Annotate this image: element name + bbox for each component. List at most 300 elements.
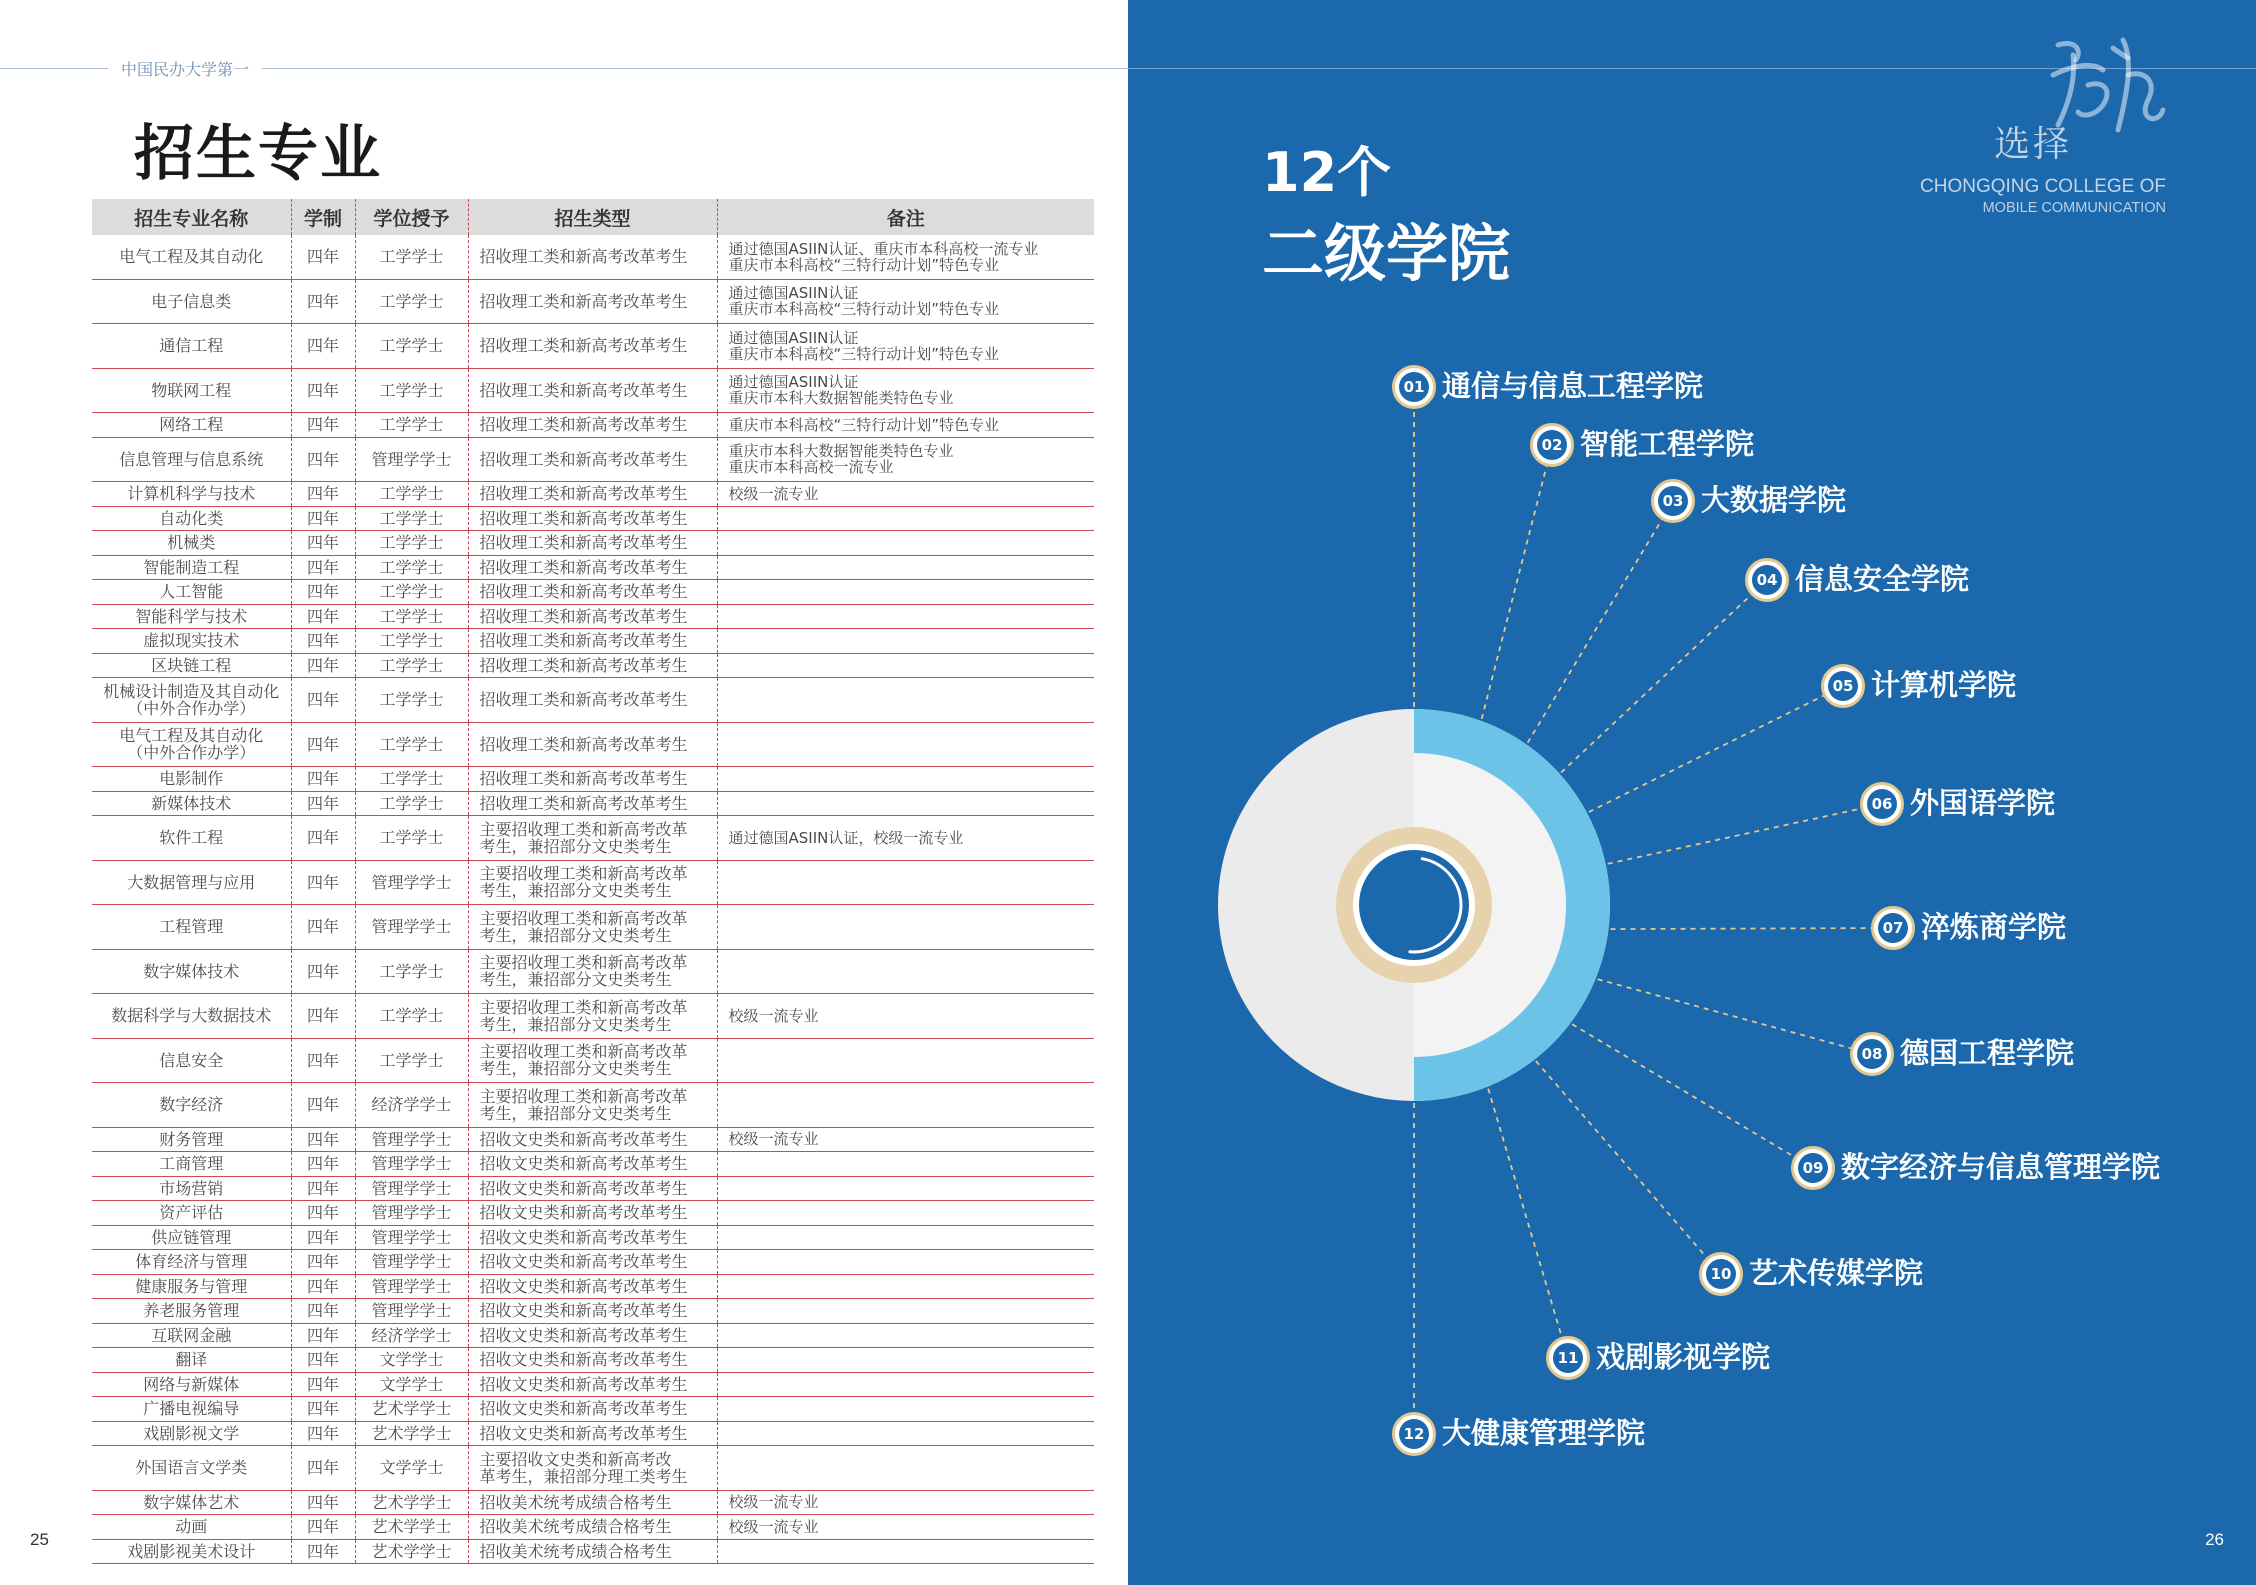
degree-text: 经济学学士 <box>371 1095 452 1115</box>
college-number-badge <box>1699 1252 1743 1296</box>
admission-type-cell <box>468 235 717 279</box>
notes-cell <box>717 1225 1094 1250</box>
admission-type-cell <box>468 1397 717 1422</box>
table-row <box>92 1372 1094 1397</box>
spoke-line <box>1598 979 1872 1054</box>
degree-cell <box>355 1515 468 1540</box>
table-row <box>92 767 1094 792</box>
notes-cell <box>717 1176 1094 1201</box>
major-name-line: 体育经济与管理 <box>135 1252 248 1272</box>
major-name-line: 电子信息类 <box>151 291 232 311</box>
admission-type-cell <box>468 1274 717 1299</box>
major-name-cell <box>92 1250 291 1275</box>
major-name-line: 大数据管理与应用 <box>127 872 256 892</box>
duration-text: 四年 <box>306 769 339 789</box>
degree-cell <box>355 816 468 861</box>
column-header-duration: 学制 <box>291 199 355 235</box>
degree-cell <box>355 1274 468 1299</box>
duration-cell <box>291 1274 355 1299</box>
degree-cell <box>355 1250 468 1275</box>
admission-type-line: 招收理工类和新高考改革考生 <box>479 793 688 813</box>
notes-cell <box>717 1201 1094 1226</box>
major-name-line: 区块链工程 <box>151 655 232 675</box>
duration-cell <box>291 1539 355 1564</box>
notes-cell <box>717 1152 1094 1177</box>
major-name-line: 软件工程 <box>159 828 224 848</box>
major-name-line: 工程管理 <box>159 917 224 937</box>
college-number: 07 <box>1878 913 1908 943</box>
degree-text: 管理学学士 <box>371 872 452 892</box>
header-rule <box>0 68 108 69</box>
major-name-line: 电气工程及其自动化 <box>119 247 264 267</box>
notes-cell <box>717 860 1094 905</box>
degree-text: 经济学学士 <box>371 1325 452 1345</box>
major-name-cell <box>92 279 291 324</box>
major-name-line: 新媒体技术 <box>151 793 232 813</box>
college-number: 04 <box>1752 565 1782 595</box>
major-name-cell <box>92 368 291 413</box>
column-header-admission-type: 招生类型 <box>468 199 717 235</box>
duration-text: 四年 <box>306 336 339 356</box>
major-name-line: 电影制作 <box>159 769 224 789</box>
degree-text: 文学学士 <box>379 1350 444 1370</box>
degree-text: 工学学士 <box>379 336 444 356</box>
degree-text: 工学学士 <box>379 631 444 651</box>
degree-cell <box>355 1127 468 1152</box>
admission-type-line: 招收理工类和新高考改革考生 <box>479 690 688 710</box>
duration-text: 四年 <box>306 1154 339 1174</box>
notes-cell <box>717 555 1094 580</box>
duration-cell <box>291 506 355 531</box>
table-row <box>92 413 1094 438</box>
duration-text: 四年 <box>306 793 339 813</box>
major-name-line: 计算机科学与技术 <box>127 484 256 504</box>
major-name-cell <box>92 678 291 723</box>
major-name-line: 互联网金融 <box>151 1325 232 1345</box>
notes-cell <box>717 1515 1094 1540</box>
duration-text: 四年 <box>306 508 339 528</box>
degree-cell <box>355 1201 468 1226</box>
admission-type-cell <box>468 1201 717 1226</box>
degree-text: 工学学士 <box>379 415 444 435</box>
admission-type-line: 招收文史类和新高考改革考生 <box>479 1350 688 1370</box>
notes-cell <box>717 791 1094 816</box>
admission-type-line: 招收理工类和新高考改革考生 <box>479 557 688 577</box>
major-name-cell <box>92 531 291 556</box>
degree-cell <box>355 1323 468 1348</box>
degree-text: 工学学士 <box>379 655 444 675</box>
duration-cell <box>291 1038 355 1083</box>
section-heading: 二级学院 <box>1262 217 1511 290</box>
major-name-line: 翻译 <box>175 1350 208 1370</box>
duration-text: 四年 <box>306 917 339 937</box>
table-row <box>92 1539 1094 1564</box>
admission-type-line: 招收理工类和新高考改革考生 <box>479 508 688 528</box>
duration-cell <box>291 1299 355 1324</box>
degree-cell <box>355 324 468 369</box>
table-row <box>92 791 1094 816</box>
college-number: 11 <box>1553 1343 1583 1373</box>
major-name-line: 财务管理 <box>159 1129 224 1149</box>
degree-cell <box>355 1299 468 1324</box>
duration-cell <box>291 1152 355 1177</box>
college-name: 计算机学院 <box>1871 668 2017 702</box>
degree-text: 管理学学士 <box>371 1129 452 1149</box>
degree-cell <box>355 482 468 507</box>
duration-cell <box>291 1397 355 1422</box>
admission-type-cell <box>468 905 717 950</box>
admission-type-line: 招收文史类和新高考改革考生 <box>479 1423 688 1443</box>
degree-cell <box>355 1083 468 1128</box>
admission-type-line: 招收文史类和新高考改革考生 <box>479 1154 688 1174</box>
spoke-line <box>1561 580 1767 773</box>
table-header-row <box>92 199 1094 235</box>
major-name-cell <box>92 1225 291 1250</box>
notes-cell <box>717 816 1094 861</box>
major-name-line: 养老服务管理 <box>143 1301 240 1321</box>
admission-type-cell <box>468 653 717 678</box>
spoke-line <box>1608 804 1882 864</box>
duration-cell <box>291 368 355 413</box>
major-name-line: 戏剧影视文学 <box>143 1423 240 1443</box>
college-count: 12个 <box>1262 141 1392 204</box>
table-row <box>92 994 1094 1039</box>
admission-type-line: 招收理工类和新高考改革考生 <box>479 734 688 754</box>
college-name: 外国语学院 <box>1910 786 2056 820</box>
spoke-line <box>1536 1061 1721 1274</box>
duration-cell <box>291 905 355 950</box>
notes-cell <box>717 1397 1094 1422</box>
major-name-cell <box>92 905 291 950</box>
admission-type-cell <box>468 1490 717 1515</box>
admission-type-cell <box>468 506 717 531</box>
table-row <box>92 482 1094 507</box>
notes-line: 校级一流专业 <box>728 1493 819 1512</box>
admission-type-cell <box>468 860 717 905</box>
table-row <box>92 1127 1094 1152</box>
duration-text: 四年 <box>306 1129 339 1149</box>
degree-text: 工学学士 <box>379 793 444 813</box>
major-name-line: （中外合作办学） <box>127 743 256 763</box>
degree-text: 工学学士 <box>379 690 444 710</box>
notes-line: 校级一流专业 <box>728 1130 819 1149</box>
table-row <box>92 905 1094 950</box>
major-name-line: 自动化类 <box>159 508 224 528</box>
major-name-line: 智能制造工程 <box>143 557 240 577</box>
college-number: 12 <box>1399 1419 1429 1449</box>
admission-type-cell <box>468 368 717 413</box>
notes-cell <box>717 604 1094 629</box>
admission-type-line: 招收美术统考成绩合格考生 <box>479 1492 672 1512</box>
major-name-line: 戏剧影视美术设计 <box>127 1541 256 1561</box>
degree-cell <box>355 368 468 413</box>
degree-cell <box>355 1397 468 1422</box>
college-name: 智能工程学院 <box>1580 427 1755 461</box>
college-number-badge <box>1546 1336 1590 1380</box>
major-name-cell <box>92 860 291 905</box>
table-row <box>92 1397 1094 1422</box>
admission-type-cell <box>468 604 717 629</box>
notes-line: 通过德国ASIIN认证 <box>728 328 859 347</box>
duration-text: 四年 <box>306 1006 339 1026</box>
duration-cell <box>291 580 355 605</box>
college-number-badge <box>1392 365 1436 409</box>
degree-text: 工学学士 <box>379 734 444 754</box>
major-name-cell <box>92 555 291 580</box>
table-row <box>92 1176 1094 1201</box>
major-name-line: 人工智能 <box>159 582 224 602</box>
admission-type-cell <box>468 678 717 723</box>
admission-type-line: 招收文史类和新高考改革考生 <box>479 1276 688 1296</box>
admission-type-line: 招收理工类和新高考改革考生 <box>479 415 688 435</box>
admission-type-line: 招收理工类和新高考改革考生 <box>479 449 688 469</box>
duration-text: 四年 <box>306 380 339 400</box>
admission-type-line: 招收理工类和新高考改革考生 <box>479 631 688 651</box>
duration-cell <box>291 1201 355 1226</box>
admission-type-line: 考生，兼招部分文史类考生 <box>479 1014 672 1034</box>
notes-line: 重庆市本科高校“三特行动计划”特色专业 <box>728 415 1000 434</box>
degree-text: 工学学士 <box>379 582 444 602</box>
admission-type-line: 主要招收理工类和新高考改革 <box>479 864 688 884</box>
duration-text: 四年 <box>306 1178 339 1198</box>
major-name-line: 市场营销 <box>159 1178 224 1198</box>
college-number-badge <box>1871 906 1915 950</box>
major-name-cell <box>92 437 291 482</box>
admission-type-line: 革考生，兼招部分理工类考生 <box>479 1466 688 1486</box>
notes-cell <box>717 905 1094 950</box>
admission-type-line: 招收理工类和新高考改革考生 <box>479 769 688 789</box>
major-name-cell <box>92 235 291 279</box>
duration-text: 四年 <box>306 655 339 675</box>
notes-cell <box>717 368 1094 413</box>
notes-cell <box>717 653 1094 678</box>
major-name-cell <box>92 1421 291 1446</box>
duration-text: 四年 <box>306 1541 339 1561</box>
admission-type-cell <box>468 1372 717 1397</box>
degree-cell <box>355 1152 468 1177</box>
admission-type-line: 招收理工类和新高考改革考生 <box>479 655 688 675</box>
table-row <box>92 1446 1094 1491</box>
degree-text: 管理学学士 <box>371 1154 452 1174</box>
table-row <box>92 1421 1094 1446</box>
logo-english-line-1: CHONGQING COLLEGE OF <box>1920 176 2166 197</box>
duration-cell <box>291 629 355 654</box>
degree-cell <box>355 437 468 482</box>
admission-type-cell <box>468 580 717 605</box>
major-name-line: 数字媒体艺术 <box>143 1492 240 1512</box>
degree-text: 文学学士 <box>379 1374 444 1394</box>
degree-cell <box>355 1348 468 1373</box>
admission-type-line: 招收文史类和新高考改革考生 <box>479 1252 688 1272</box>
notes-line: 重庆市本科高校“三特行动计划”特色专业 <box>728 255 1000 274</box>
table-row <box>92 860 1094 905</box>
logo-slogan: 选择 <box>1994 124 2073 165</box>
table-row <box>92 722 1094 767</box>
major-name-cell <box>92 1490 291 1515</box>
notes-line: 校级一流专业 <box>728 484 819 503</box>
admission-type-cell <box>468 1152 717 1177</box>
duration-cell <box>291 767 355 792</box>
duration-text: 四年 <box>306 734 339 754</box>
major-name-cell <box>92 1274 291 1299</box>
admission-type-line: 招收理工类和新高考改革考生 <box>479 380 688 400</box>
major-name-line: 通信工程 <box>159 336 224 356</box>
duration-text: 四年 <box>306 1252 339 1272</box>
duration-text: 四年 <box>306 828 339 848</box>
admission-type-line: 主要招收理工类和新高考改革 <box>479 953 688 973</box>
duration-text: 四年 <box>306 961 339 981</box>
duration-text: 四年 <box>306 690 339 710</box>
admission-type-line: 考生，兼招部分文史类考生 <box>479 925 672 945</box>
degree-cell <box>355 767 468 792</box>
major-name-cell <box>92 482 291 507</box>
notes-line: 通过德国ASIIN认证 <box>728 373 859 392</box>
notes-line: 校级一流专业 <box>728 1517 819 1536</box>
degree-cell <box>355 653 468 678</box>
college-name: 淬炼商学院 <box>1921 910 2067 944</box>
notes-cell <box>717 1038 1094 1083</box>
major-name-cell <box>92 629 291 654</box>
duration-text: 四年 <box>306 1423 339 1443</box>
degree-text: 管理学学士 <box>371 1178 452 1198</box>
degree-cell <box>355 506 468 531</box>
table-row <box>92 1348 1094 1373</box>
duration-cell <box>291 1446 355 1491</box>
spoke-line <box>1482 445 1552 719</box>
major-name-cell <box>92 1397 291 1422</box>
hub-circle <box>1218 709 1610 1101</box>
notes-cell <box>717 1421 1094 1446</box>
degree-cell <box>355 279 468 324</box>
duration-text: 四年 <box>306 415 339 435</box>
major-name-cell <box>92 949 291 994</box>
admission-type-cell <box>468 629 717 654</box>
major-name-line: 供应链管理 <box>151 1227 232 1247</box>
table-row <box>92 678 1094 723</box>
duration-cell <box>291 413 355 438</box>
degree-cell <box>355 1038 468 1083</box>
duration-text: 四年 <box>306 872 339 892</box>
major-name-cell <box>92 1446 291 1491</box>
degree-text: 管理学学士 <box>371 1301 452 1321</box>
major-name-cell <box>92 413 291 438</box>
notes-cell <box>717 279 1094 324</box>
degree-text: 艺术学学士 <box>371 1399 452 1419</box>
table-row <box>92 1490 1094 1515</box>
table-row <box>92 604 1094 629</box>
degree-text: 管理学学士 <box>371 917 452 937</box>
duration-text: 四年 <box>306 1374 339 1394</box>
college-number-badge <box>1860 782 1904 826</box>
duration-cell <box>291 1421 355 1446</box>
degree-text: 管理学学士 <box>371 1227 452 1247</box>
major-name-cell <box>92 1299 291 1324</box>
college-name: 大健康管理学院 <box>1442 1416 1646 1450</box>
degree-cell <box>355 1421 468 1446</box>
admission-type-line: 主要招收理工类和新高考改革 <box>479 1042 688 1062</box>
duration-text: 四年 <box>306 1050 339 1070</box>
admission-type-line: 考生，兼招部分文史类考生 <box>479 1059 672 1079</box>
admission-type-cell <box>468 1348 717 1373</box>
duration-text: 四年 <box>306 291 339 311</box>
duration-cell <box>291 482 355 507</box>
page-title: 招生专业 <box>134 119 382 189</box>
notes-cell <box>717 767 1094 792</box>
admission-type-cell <box>468 949 717 994</box>
major-name-cell <box>92 653 291 678</box>
major-name-line: 网络工程 <box>159 415 224 435</box>
admission-type-line: 招收理工类和新高考改革考生 <box>479 247 688 267</box>
major-name-cell <box>92 604 291 629</box>
admission-type-cell <box>468 1038 717 1083</box>
duration-text: 四年 <box>306 1227 339 1247</box>
admission-type-cell <box>468 1176 717 1201</box>
degree-cell <box>355 629 468 654</box>
admission-type-line: 招收理工类和新高考改革考生 <box>479 336 688 356</box>
duration-cell <box>291 437 355 482</box>
table-row <box>92 1038 1094 1083</box>
admission-type-line: 招收美术统考成绩合格考生 <box>479 1517 672 1537</box>
admission-type-cell <box>468 437 717 482</box>
major-name-cell <box>92 1515 291 1540</box>
duration-cell <box>291 994 355 1039</box>
degree-text: 管理学学士 <box>371 449 452 469</box>
major-name-line: 数字经济 <box>159 1095 224 1115</box>
major-name-cell <box>92 1127 291 1152</box>
degree-cell <box>355 678 468 723</box>
degree-text: 艺术学学士 <box>371 1423 452 1443</box>
degree-text: 工学学士 <box>379 1006 444 1026</box>
header-rule <box>262 68 1128 69</box>
notes-line: 重庆市本科高校一流专业 <box>728 458 894 477</box>
duration-cell <box>291 324 355 369</box>
college-number-badge <box>1392 1412 1436 1456</box>
duration-cell <box>291 555 355 580</box>
notes-line: 重庆市本科大数据智能类特色专业 <box>728 442 954 461</box>
major-name-line: 健康服务与管理 <box>135 1276 248 1296</box>
table-row <box>92 1201 1094 1226</box>
admission-type-line: 主要招收文史类和新高考改 <box>479 1449 672 1469</box>
major-name-cell <box>92 1152 291 1177</box>
major-name-cell <box>92 767 291 792</box>
admission-type-cell <box>468 994 717 1039</box>
spoke-line <box>1528 501 1673 743</box>
duration-text: 四年 <box>306 449 339 469</box>
duration-cell <box>291 279 355 324</box>
table-body <box>92 235 1094 1564</box>
degree-text: 工学学士 <box>379 533 444 553</box>
degree-cell <box>355 235 468 279</box>
major-name-cell <box>92 1083 291 1128</box>
degree-cell <box>355 1539 468 1564</box>
duration-text: 四年 <box>306 1350 339 1370</box>
duration-text: 四年 <box>306 1301 339 1321</box>
college-number: 09 <box>1798 1153 1828 1183</box>
notes-cell <box>717 949 1094 994</box>
table-row <box>92 279 1094 324</box>
degree-text: 艺术学学士 <box>371 1517 452 1537</box>
duration-text: 四年 <box>306 1399 339 1419</box>
duration-text: 四年 <box>306 247 339 267</box>
table-row <box>92 629 1094 654</box>
college-name: 德国工程学院 <box>1900 1036 2075 1070</box>
notes-cell <box>717 235 1094 279</box>
table-row <box>92 324 1094 369</box>
degree-text: 工学学士 <box>379 484 444 504</box>
duration-cell <box>291 860 355 905</box>
admission-type-cell <box>468 1127 717 1152</box>
degree-text: 工学学士 <box>379 961 444 981</box>
